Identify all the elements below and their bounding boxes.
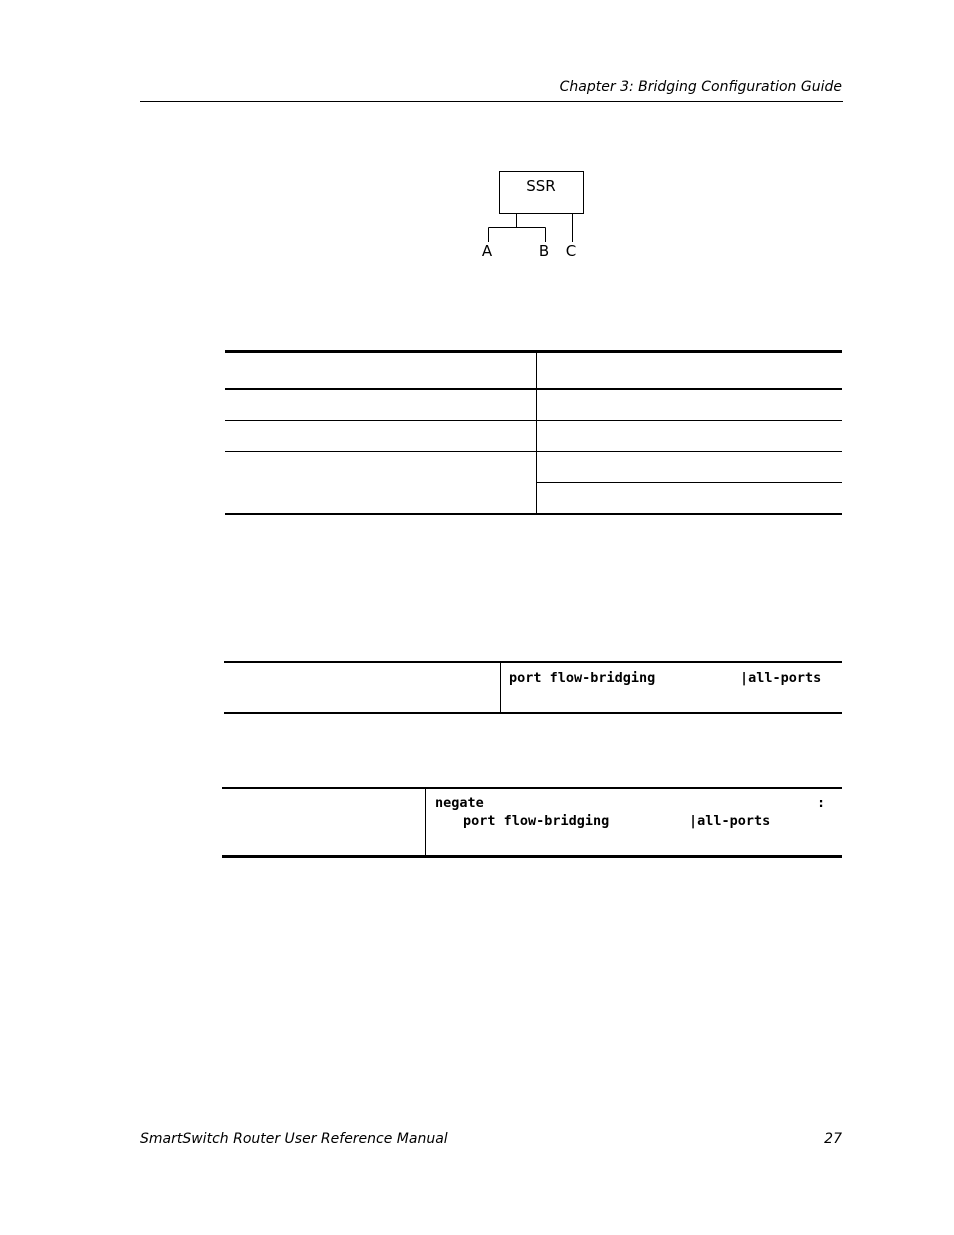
bridging-diagram xyxy=(0,0,954,300)
table-top-rule xyxy=(225,350,842,353)
command-table-enable xyxy=(224,661,842,714)
command-all-ports-option: |all-ports xyxy=(740,670,822,686)
port-label-b: B xyxy=(538,242,550,260)
command-negate-keyword: negate xyxy=(435,795,484,811)
table-column-divider xyxy=(500,663,501,712)
table-header-rule xyxy=(225,388,842,390)
table-bottom-rule xyxy=(222,855,842,858)
footer-manual-title: SmartSwitch Router User Reference Manual xyxy=(140,1131,448,1147)
table-bottom-rule xyxy=(225,513,842,515)
command-port-flow-bridging: port flow-bridging xyxy=(509,670,656,686)
table-column-divider xyxy=(536,353,537,513)
page-number: 27 xyxy=(824,1131,842,1147)
running-header: Chapter 3: Bridging Configuration Guide xyxy=(559,79,842,95)
table-row-rule xyxy=(225,420,842,421)
table-column-divider xyxy=(425,789,426,855)
command-all-ports-option: |all-ports xyxy=(689,813,771,829)
command-port-flow-bridging: port flow-bridging xyxy=(463,813,610,829)
table-row-rule xyxy=(536,482,842,483)
port-table xyxy=(225,350,842,516)
port-label-c: C xyxy=(565,242,577,260)
port-label-a: A xyxy=(481,242,493,260)
command-colon: : xyxy=(817,795,826,811)
table-row-rule xyxy=(225,451,842,452)
table-bottom-rule xyxy=(224,712,842,714)
table-top-rule xyxy=(224,661,842,663)
ssr-router-label: SSR xyxy=(526,177,556,195)
table-top-rule xyxy=(222,787,842,789)
